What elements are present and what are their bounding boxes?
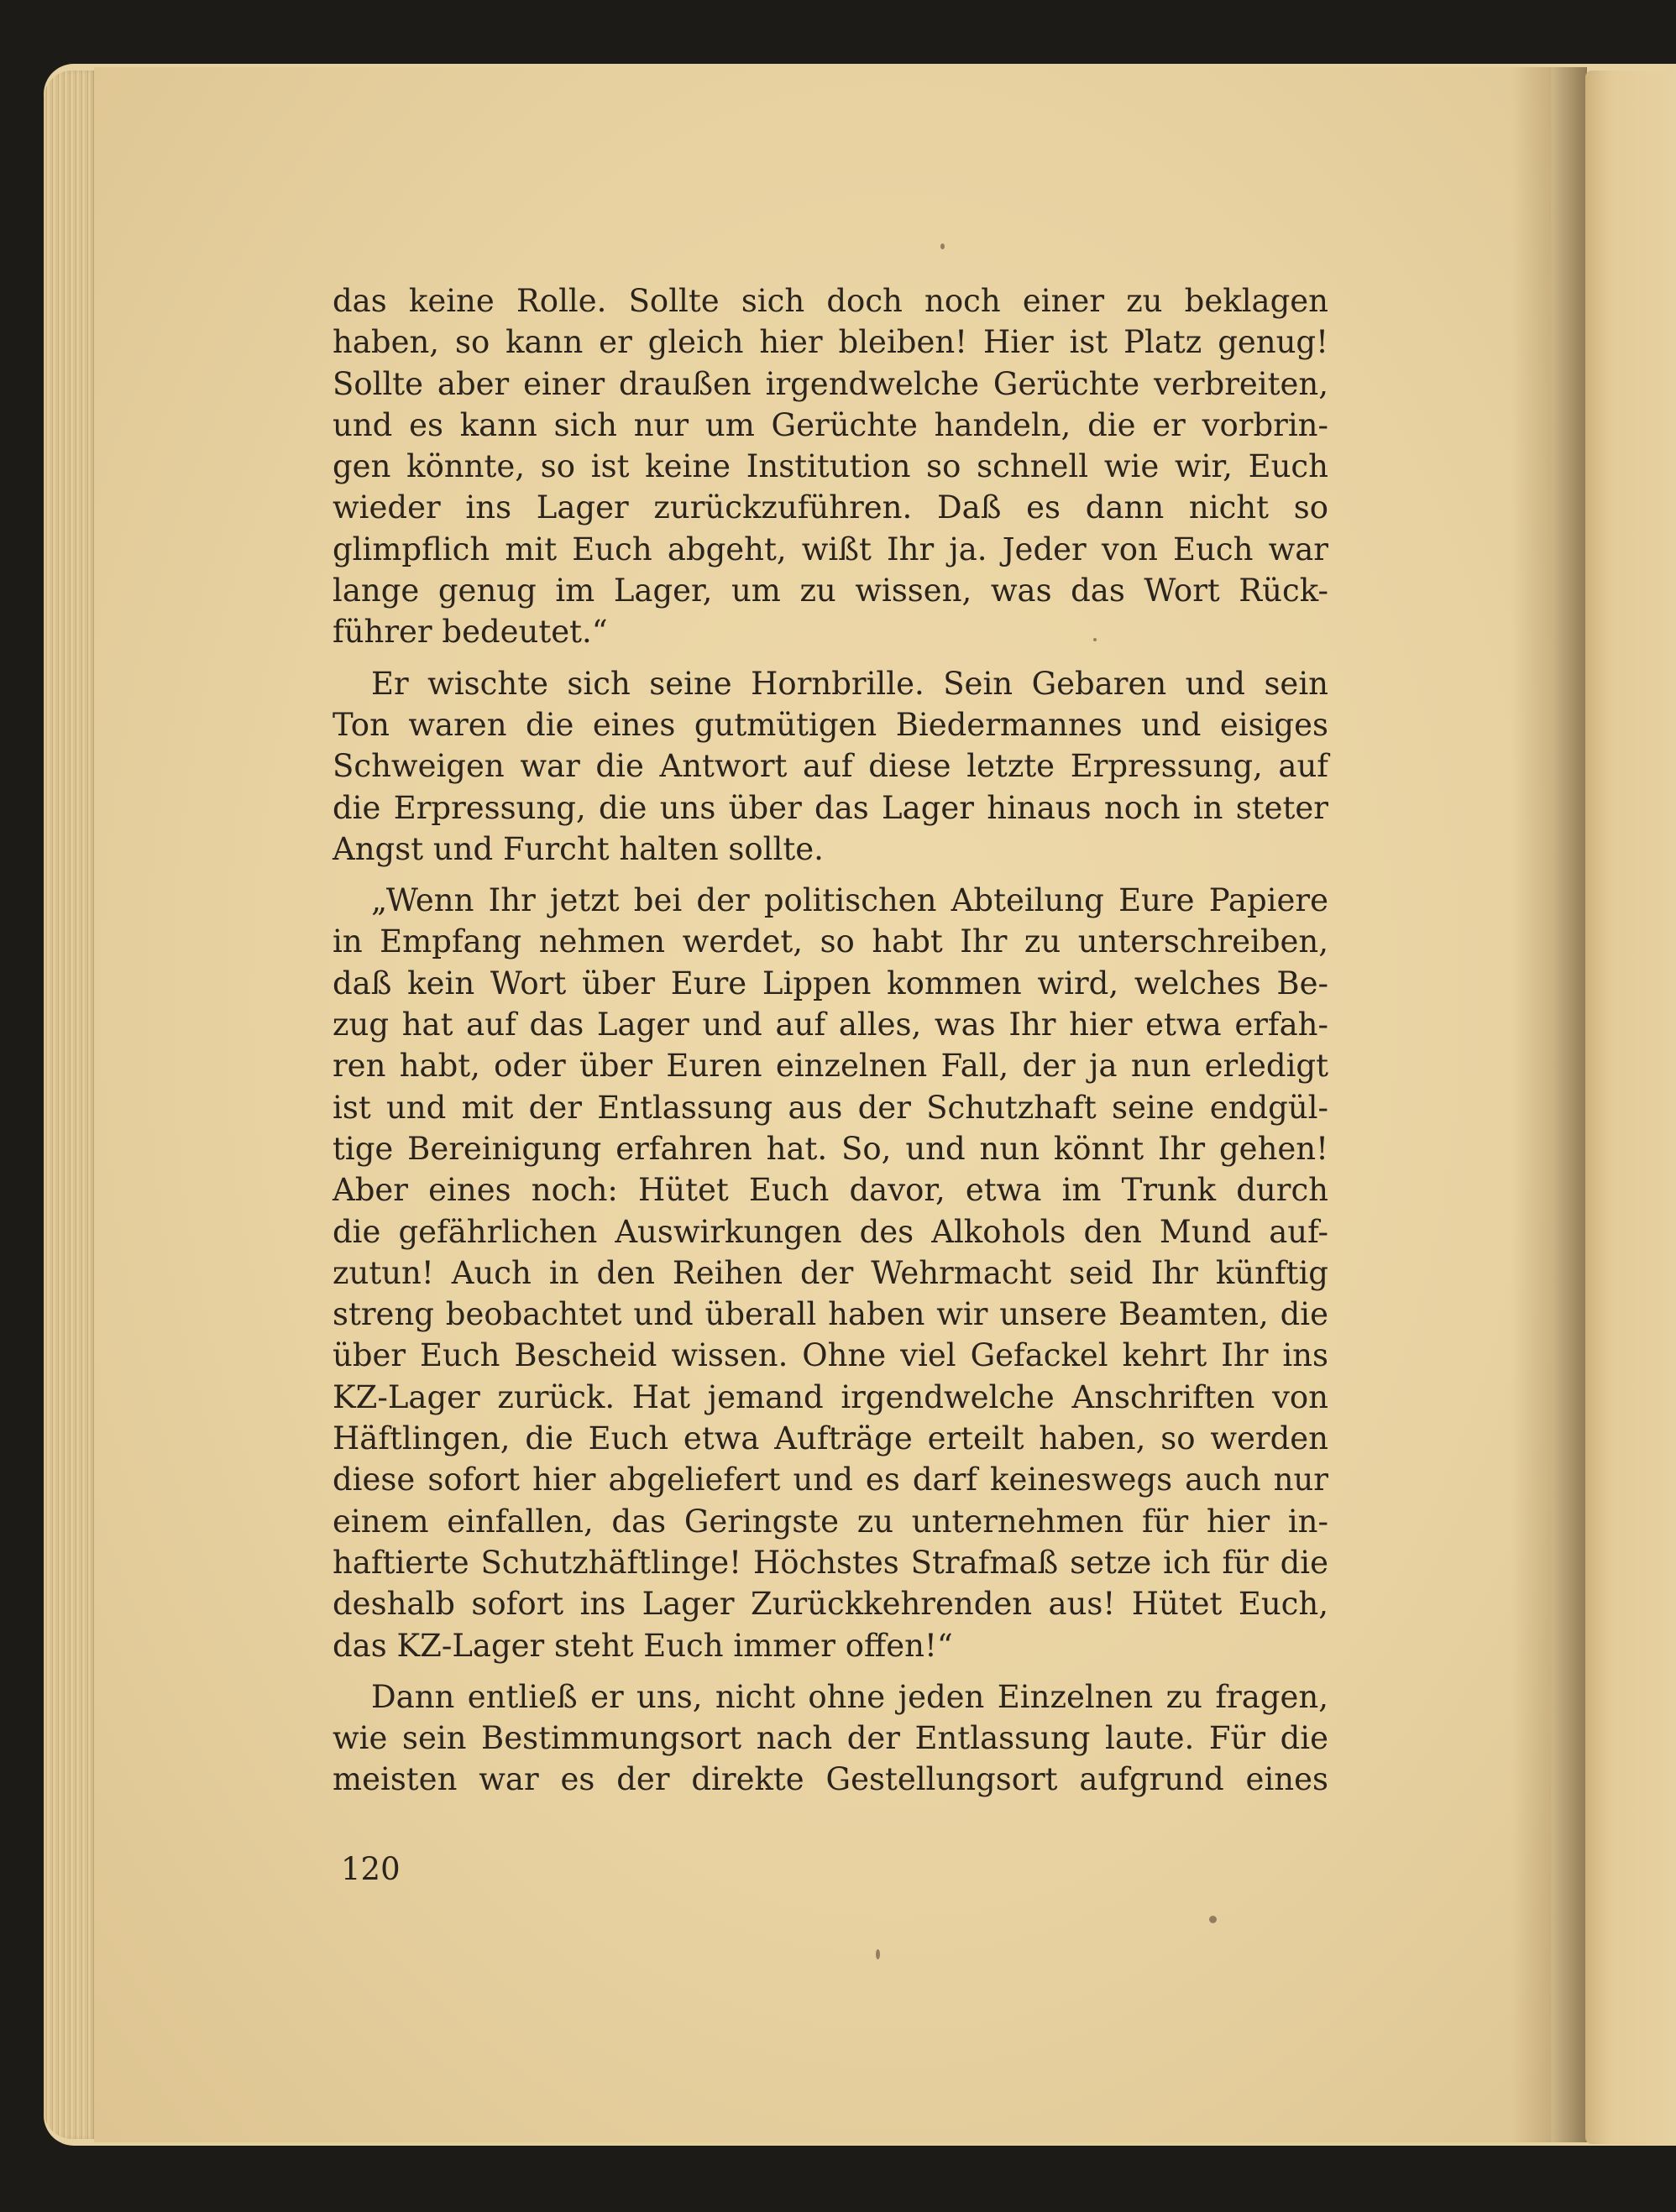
- text-line: Sollte aber einer draußen irgendwelche Gerüchte verbreiten,: [333, 365, 1328, 402]
- text-line: führer bedeutet.“: [333, 614, 608, 651]
- text-line: glimpflich mit Euch abgeht, wißt Ihr ja. Jeder von Euch war: [333, 531, 1328, 567]
- text-line: haftierte Schutzhäftlinge! Höchstes Strafmaß setze ich für die: [333, 1544, 1328, 1581]
- paragraph: [333, 663, 1328, 870]
- text-line: Ton waren die eines gutmütigen Biedermannes und eisiges: [333, 706, 1328, 743]
- text-line: lange genug im Lager, um zu wissen, was das Wort Rück-: [333, 573, 1328, 609]
- text-line: haben, so kann er gleich hier bleiben! Hier ist Platz genug!: [333, 324, 1328, 361]
- text-line: KZ-Lager zurück. Hat jemand irgendwelche Anschriften von: [333, 1378, 1328, 1415]
- text-line: Dann entließ er uns, nicht ohne jeden Einzelnen zu fragen,: [371, 1678, 1328, 1715]
- text-line: zug hat auf das Lager und auf alles, was Ihr hier etwa erfah-: [333, 1007, 1328, 1043]
- text-line: das keine Rolle. Sollte sich doch noch einer zu beklagen: [333, 283, 1328, 319]
- paper-speck: [1209, 1916, 1217, 1923]
- body-text: [333, 280, 1328, 1811]
- paper-speck: [876, 1949, 880, 1959]
- text-line: und es kann sich nur um Gerüchte handeln, die er vorbrin-: [333, 406, 1328, 443]
- text-line: in Empfang nehmen werdet, so habt Ihr zu unterschreiben,: [333, 923, 1328, 960]
- text-line: Angst und Furcht halten sollte.: [333, 830, 824, 867]
- text-line: wieder ins Lager zurückzuführen. Daß es dann nicht so: [333, 489, 1328, 526]
- text-line: daß kein Wort über Eure Lippen kommen wird, welches Be-: [333, 965, 1328, 1001]
- text-line: über Euch Bescheid wissen. Ohne viel Gefackel kehrt Ihr ins: [333, 1337, 1328, 1374]
- text-line: deshalb sofort ins Lager Zurückkehrenden aus! Hütet Euch,: [333, 1586, 1328, 1623]
- facing-page-edge: [1585, 71, 1669, 2144]
- text-line: die Erpressung, die uns über das Lager hinaus noch in steter: [333, 789, 1328, 826]
- text-line: ist und mit der Entlassung aus der Schutzhaft seine endgül-: [333, 1089, 1328, 1126]
- text-line: gen könnte, so ist keine Institution so schnell wie wir, Euch: [333, 448, 1328, 485]
- text-line: wie sein Bestimmungsort nach der Entlassung laute. Für die: [333, 1720, 1328, 1757]
- text-line: „Wenn Ihr jetzt bei der politischen Abteilung Eure Papiere: [371, 882, 1328, 919]
- paragraph: [333, 1676, 1328, 1801]
- text-line: Aber eines noch: Hütet Euch davor, etwa im Trunk durch: [333, 1172, 1328, 1209]
- text-line: Häftlingen, die Euch etwa Aufträge erteilt haben, so werden: [333, 1420, 1328, 1457]
- page-number: 120: [341, 1851, 401, 1887]
- text-line: diese sofort hier abgeliefert und es darf keineswegs auch nur: [333, 1462, 1328, 1498]
- text-line: die gefährlichen Auswirkungen des Alkohols den Mund auf-: [333, 1213, 1328, 1250]
- text-line: zutun! Auch in den Reihen der Wehrmacht seid Ihr künftig: [333, 1254, 1328, 1291]
- text-line: streng beobachtet und überall haben wir unsere Beamten, die: [333, 1296, 1328, 1333]
- text-line: Schweigen war die Antwort auf diese letzte Erpressung, auf: [333, 748, 1328, 785]
- text-line: Er wischte sich seine Hornbrille. Sein Gebaren und sein: [371, 665, 1328, 702]
- book-gutter: [1511, 67, 1587, 2142]
- text-line: tige Bereinigung erfahren hat. So, und nun könnt Ihr gehen!: [333, 1130, 1328, 1167]
- page-block-edge: [44, 71, 96, 2139]
- text-line: das KZ-Lager steht Euch immer offen!“: [333, 1627, 953, 1664]
- paper-speck: [940, 243, 945, 249]
- text-line: einem einfallen, das Geringste zu unternehmen für hier in-: [333, 1503, 1328, 1540]
- text-line: ren habt, oder über Euren einzelnen Fall, der ja nun erledigt: [333, 1048, 1328, 1085]
- text-line: meisten war es der direkte Gestellungsort aufgrund eines: [333, 1761, 1328, 1798]
- paragraph: [333, 280, 1328, 653]
- paragraph: [333, 880, 1328, 1666]
